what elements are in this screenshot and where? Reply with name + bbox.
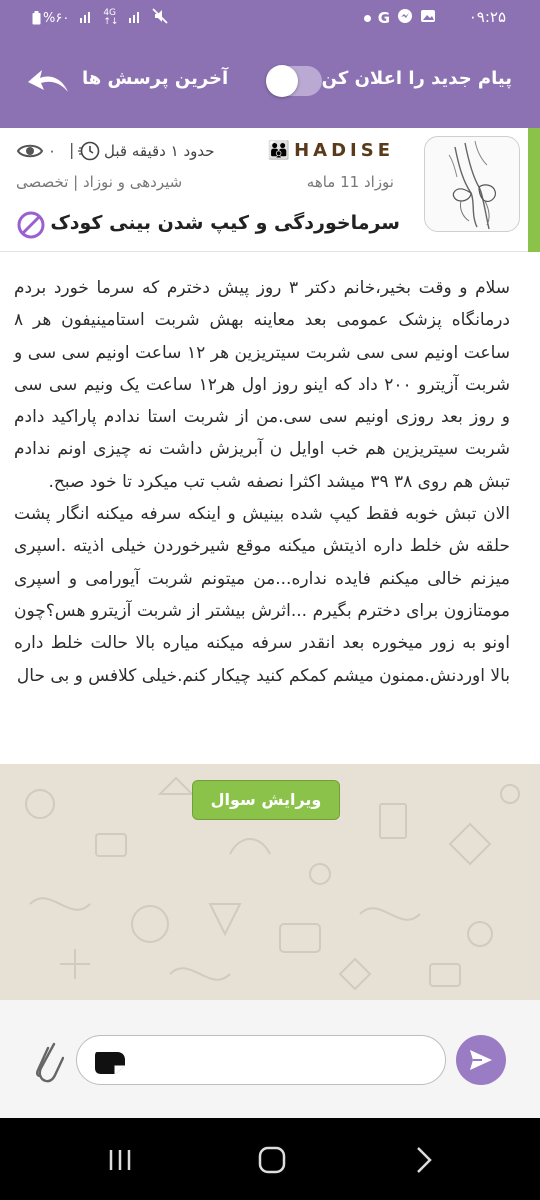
send-icon [468,1048,494,1072]
question-category: شیردهی و نوزاد | تخصصی [16,173,183,191]
family-icon: 👪 [267,140,291,161]
question-author[interactable] [268,140,394,161]
author-name: HADISE [294,140,394,161]
messenger-icon [397,8,413,28]
lte-icon: 4G ↑↓ [103,8,119,27]
battery-level: %۶۰ [43,10,70,26]
status-time: ۰۹:۲۵ [468,8,506,26]
question-title: سرماخوردگی و کیپ شدن بینی کودک [50,212,400,234]
mute-icon [152,8,168,28]
signal-icon-2 [128,9,142,27]
card-accent-bar [528,128,540,252]
back-icon[interactable] [414,1146,434,1174]
message-composer [0,1000,540,1118]
question-time-ago: حدود ۱ دقیقه قبل [104,142,215,160]
toggle-knob [266,65,298,97]
view-count: ۰ [48,142,57,160]
app-header [0,36,540,128]
google-icon: G [377,9,390,27]
signal-icon [79,9,93,27]
notification-dot [364,15,371,22]
recents-icon[interactable] [105,1148,135,1172]
sticker-icon[interactable] [93,1048,127,1076]
notify-label: پیام جدید را اعلان کن [321,68,512,89]
clock-icon [78,140,100,162]
question-body-text: سلام و وقت بخیر،خانم دکتر ۳ روز پیش دخترم که سرما خورد بردم درمانگاه پزشک عمومی بعد معاینه بهش شربت استامینیفون هر ۸ ساعت اونیم سی سی شربت سیتریزین هر ۱۲ ساعت اونیم سی سی و شربت آزیترو ۲۰۰ داد که اینو روز اول هر۱۲ ساعت یک ونیم سی سی و روز بعد روزی اونیم سی سی.من از شربت استا ندادم پاراکید دادم شربت سیتریزین هم خب اوایل ن آبریزش داشت نه چیزی اونم ندادم تبش هم روی ۳۸ ۳۹ میشد اکثرا نصفه شب تب میکرد تا خود صبح. الان تبش خوبه فقط کیپ شده بینیش و اینکه سرفه میکنه انگار پشت حلقه ش خلط داره اذیتش میکنه موقع شیرخوردن خیلی اذیته .اسپری میزنم خالی میکنم فایده نداره...من میتونم شربت آیورامی و اسپری مومتازون برای دخترم بگیرم ...اثرش بیشتر از شربت آزیترو هس؟چون اونو به زور میخوره بعد انقدر سرفه میکنه میاره بالا حالت خلط داره بالا اوردنش.ممنون میشم کمکم کنید چیکار کنم.خیلی کلافس و بی حال [14,278,511,686]
message-input[interactable] [76,1035,446,1085]
hands-illustration [425,137,520,232]
question-card[interactable] [0,128,540,252]
question-thumbnail [424,136,520,232]
system-nav-bar [0,1118,540,1200]
notify-toggle[interactable] [266,66,322,96]
latest-questions-label[interactable]: آخرین پرسش ها [82,68,229,89]
gallery-icon [420,8,436,28]
question-body [0,252,540,764]
meta-separator: | [69,140,75,159]
send-button[interactable] [456,1035,506,1085]
battery-icon [32,11,69,26]
edit-question-button[interactable]: ویرایش سوال [192,780,340,820]
status-icons [364,8,436,28]
undo-arrow-icon[interactable] [24,64,72,100]
eye-icon [16,140,44,162]
chat-background [0,764,540,1000]
status-bar [0,0,540,36]
home-icon[interactable] [258,1146,286,1174]
paperclip-icon[interactable] [32,1036,64,1086]
status-left-icons [32,8,168,28]
ban-icon[interactable] [16,210,46,240]
child-age: نوزاد 11 ماهه [306,173,394,191]
